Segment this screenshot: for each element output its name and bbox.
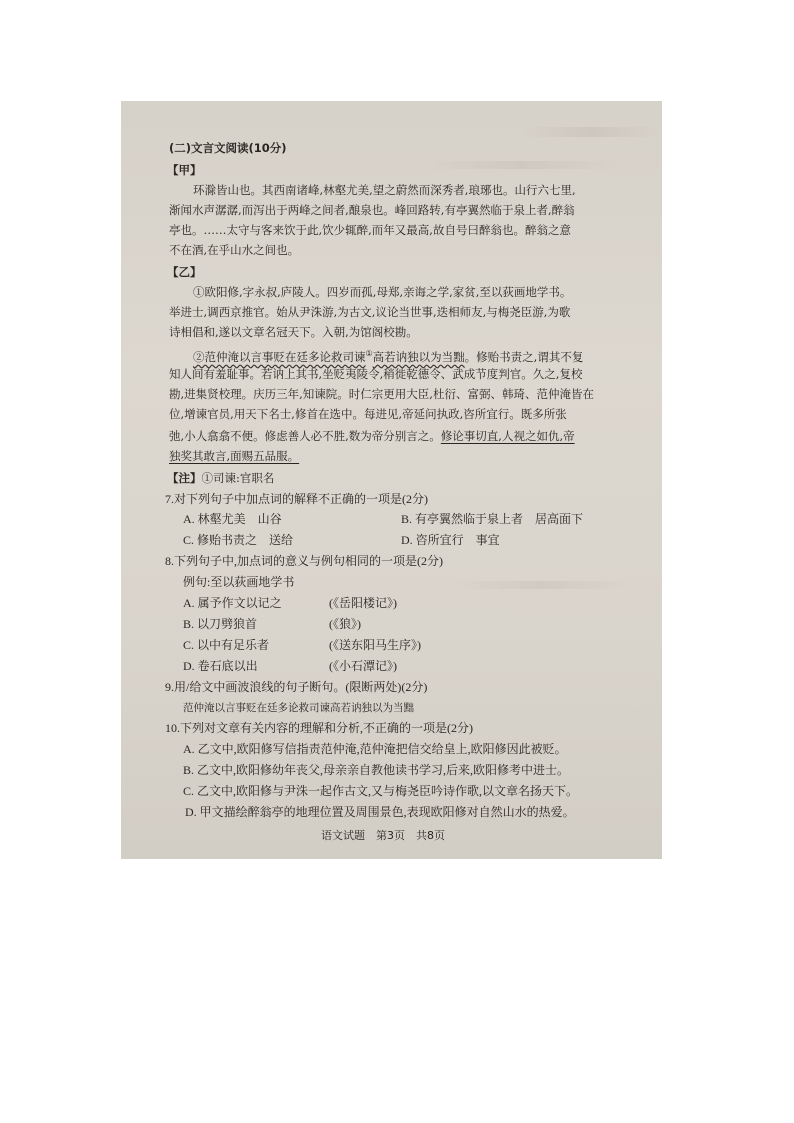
- page-footer: 语文试题 第3页 共8页: [321, 829, 445, 842]
- question-10-option-b: B. 乙文中,欧阳修幼年丧父,母亲亲自教他读书学习,后来,欧阳修考中进士。: [183, 763, 570, 777]
- question-7-option-b: B. 有亭翼然临于泉上者 居高面下: [401, 512, 584, 526]
- passage-yi-line: 诗相倡和,遂以文章名冠天下。入朝,为馆阁校勘。: [169, 325, 418, 339]
- passage-yi-line: ①欧阳修,字永叔,庐陵人。四岁而孤,母郑,亲诲之学,家贫,至以荻画地学书。: [193, 285, 572, 299]
- question-7-option-c: C. 修贻书责之 送给: [183, 533, 294, 547]
- wavy-sentence-part: 高若讷独以为当黜: [372, 349, 465, 364]
- note-marker: ①: [365, 349, 373, 358]
- question-9-sentence: 范仲淹以言事贬在廷多论救司谏高若讷独以为当黜: [183, 702, 414, 714]
- passage-jia-line: 不在酒,在乎山水之间也。: [169, 243, 300, 257]
- question-10-stem: 10.下列对文章有关内容的理解和分析,不正确的一项是(2分): [165, 721, 473, 735]
- passage-yi-line: 举进士,调西京推官。始从尹洙游,为古文,议论当世事,迭相师友,与梅尧臣游,为歌: [169, 305, 571, 319]
- annotation-text: ①司谏:官职名: [201, 471, 275, 485]
- annotation-label: 【注】: [167, 471, 202, 485]
- passage-jia-line: 亭也。……太守与客来饮于此,饮少辄醉,而年又最高,故自号曰醉翁也。醉翁之意: [169, 223, 571, 237]
- passage-text: 弛,小人翕翕不便。修虑善人必不胜,数为帝分别言之。: [169, 429, 441, 443]
- question-8-option-d: D. 卷石底以出: [183, 659, 258, 673]
- passage-jia-line: 环滁皆山也。其西南诸峰,林壑尤美,望之蔚然而深秀者,琅琊也。山行六七里,: [193, 183, 576, 197]
- passage-yi-line: 勘,进集贤校理。庆历三年,知谏院。时仁宗更用大臣,杜衍、富弼、韩琦、范仲淹皆在: [169, 387, 594, 401]
- question-8-source-a: (《岳阳楼记》): [329, 596, 397, 610]
- passage-yi-wavy-line: [193, 347, 583, 364]
- passage-text: 。修贻书责之,谓其不复: [464, 349, 584, 364]
- question-8-option-c: C. 以中有足乐者: [183, 638, 270, 652]
- passage-yi-line: 知人间有羞耻事。若讷上其书,坐贬夷陵令,稍徙乾德令、武成节度判官。久之,复校: [169, 367, 583, 381]
- bleed-through-mark: [421, 161, 621, 169]
- question-7-option-a: A. 林壑尤美 山谷: [183, 512, 282, 526]
- section-title: (二)文言文阅读(10分): [169, 141, 287, 155]
- question-9-stem: 9.用/给文中画波浪线的句子断句。(限断两处)(2分): [165, 680, 428, 694]
- question-8-source-d: (《小石潭记》): [329, 659, 397, 673]
- bleed-through-mark: [521, 127, 661, 137]
- annotation: [167, 471, 274, 485]
- question-10-option-c: C. 乙文中,欧阳修与尹洙一起作古文,又与梅尧臣吟诗作歌,以文章名扬天下。: [183, 784, 579, 798]
- passage-yi-underlined-line: [169, 429, 575, 443]
- question-10-option-a: A. 乙文中,欧阳修写信指责范仲淹,范仲淹把信交给皇上,欧阳修因此被贬。: [183, 742, 567, 756]
- bleed-through-mark: [451, 581, 631, 589]
- question-10-option-d: D. 甲文描绘醉翁亭的地理位置及周围景色,表现欧阳修对自然山水的热爱。: [185, 805, 575, 819]
- passage-yi-line: 位,增谏官员,用天下名士,修首在选中。每进见,帝延问执政,咨所宜行。既多所张: [169, 407, 567, 421]
- passage-jia-label: 【甲】: [167, 163, 202, 177]
- passage-jia-line: 渐闻水声潺潺,而泻出于两峰之间者,酿泉也。峰回路转,有亭翼然临于泉上者,醉翁: [169, 203, 575, 217]
- exam-page-photo: [121, 101, 662, 859]
- question-8-example: 例句:至以荻画地学书: [183, 575, 295, 589]
- wavy-sentence-part: ②范仲淹以言事贬在廷多论救司谏: [193, 349, 366, 364]
- question-8-option-b: B. 以刀劈狼首: [183, 617, 258, 631]
- passage-yi-label: 【乙】: [167, 265, 202, 279]
- question-8-option-a: A. 属予作文以记之: [183, 596, 282, 610]
- question-8-source-c: (《送东阳马生序》): [329, 638, 421, 652]
- question-7-stem: 7.对下列句子中加点词的解释不正确的一项是(2分): [165, 492, 428, 506]
- question-8-stem: 8.下列句子中,加点词的意义与例句相同的一项是(2分): [165, 554, 443, 568]
- underlined-sentence: 修论事切直,人视之如仇,帝: [440, 429, 575, 443]
- underlined-sentence: 独奖其敢言,面赐五品服。: [169, 449, 300, 463]
- question-8-source-b: (《狼》): [329, 617, 361, 631]
- question-7-option-d: D. 咨所宜行 事宜: [401, 533, 500, 547]
